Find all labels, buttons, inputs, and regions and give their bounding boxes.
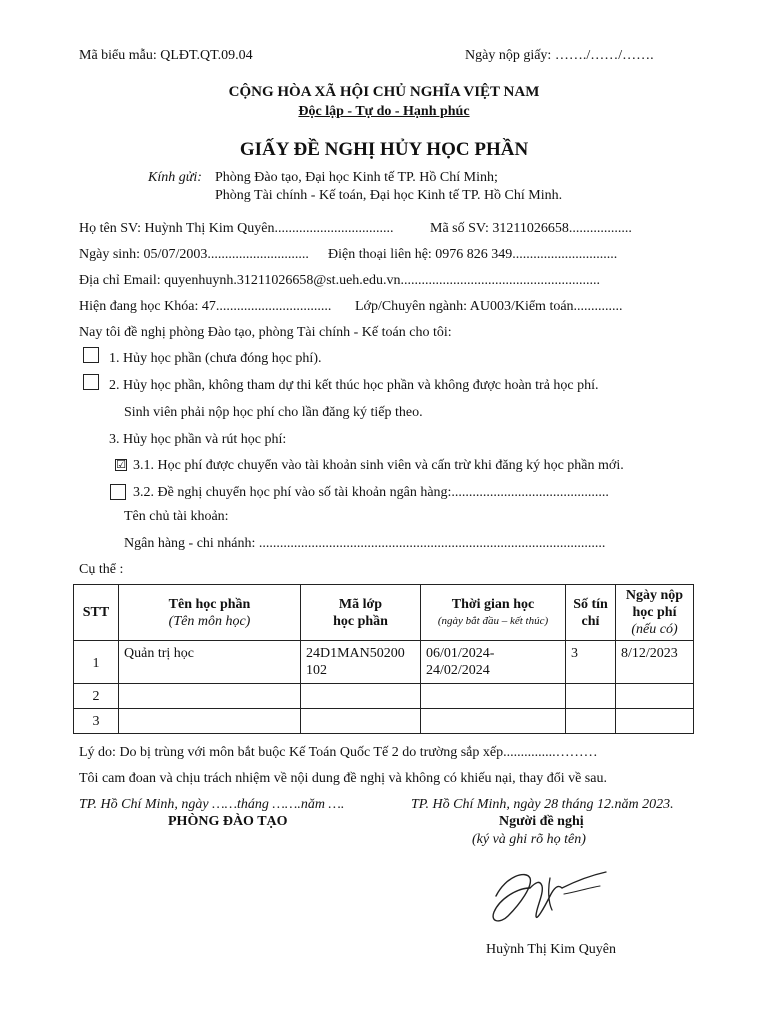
student-name: Họ tên SV: Huỳnh Thị Kim Quyên.................................. bbox=[79, 221, 394, 236]
cell-paid-date: 8/12/2023 bbox=[616, 641, 694, 684]
signer-name: Huỳnh Thị Kim Quyên bbox=[486, 942, 617, 957]
header-course: Tên học phần (Tên môn học) bbox=[119, 585, 301, 641]
reason: Lý do: Do bị trùng với môn bắt buộc Kế Toán Quốc Tế 2 do trường sắp xếp...............……… bbox=[79, 745, 598, 760]
option-2-checkbox[interactable] bbox=[83, 374, 99, 390]
request-statement: Nay tôi đề nghị phòng Đào tạo, phòng Tài chính - Kế toán cho tôi: bbox=[79, 325, 452, 340]
to-label: Kính gửi: bbox=[148, 170, 202, 185]
option-1-checkbox[interactable] bbox=[83, 347, 99, 363]
recipient-line-2: Phòng Tài chính - Kế toán, Đại học Kinh tế TP. Hồ Chí Minh. bbox=[215, 188, 563, 203]
cell-time: 06/01/2024- 24/02/2024 bbox=[421, 641, 566, 684]
details-label: Cụ thể : bbox=[79, 562, 124, 577]
header-time: Thời gian học (ngày bắt đầu – kết thúc) bbox=[421, 585, 566, 641]
table-row bbox=[74, 641, 694, 684]
cell-credits bbox=[566, 684, 616, 709]
cell-credits: 3 bbox=[566, 641, 616, 684]
cell-time bbox=[421, 684, 566, 709]
submit-date: Ngày nộp giấy: ……./……/……. bbox=[465, 48, 654, 63]
motto-wrapper bbox=[0, 103, 768, 121]
cell-class-code: 24D1MAN50200 102 bbox=[301, 641, 421, 684]
table-header-row bbox=[74, 585, 694, 641]
motto: Độc lập - Tự do - Hạnh phúc bbox=[298, 104, 470, 119]
cell-stt: 1 bbox=[74, 641, 119, 684]
document-title: GIẤY ĐỀ NGHỊ HỦY HỌC PHẦN bbox=[239, 139, 529, 160]
account-holder-label: Tên chủ tài khoản: bbox=[124, 509, 229, 524]
right-place-date: TP. Hồ Chí Minh, ngày 28 tháng 12.năm 2023. bbox=[411, 797, 674, 812]
applicant-title: Người đề nghị bbox=[499, 814, 584, 829]
form-code: Mã biểu mẫu: QLĐT.QT.09.04 bbox=[79, 48, 253, 63]
commitment: Tôi cam đoan và chịu trách nhiệm về nội dung đề nghị và không có khiếu nại, thay đổi về sau. bbox=[79, 771, 607, 786]
option-2-note: Sinh viên phải nộp học phí cho lần đăng ký tiếp theo. bbox=[124, 405, 423, 420]
header-credits: Số tín chỉ bbox=[566, 585, 616, 641]
cell-course: Quản trị học bbox=[119, 641, 301, 684]
left-place-date: TP. Hồ Chí Minh, ngày ……tháng …….năm …. bbox=[79, 797, 345, 812]
cell-class-code bbox=[301, 684, 421, 709]
header-stt: STT bbox=[74, 585, 119, 641]
option-3-1-checkbox[interactable]: ☑ bbox=[116, 458, 126, 471]
option-1-label: 1. Hủy học phần (chưa đóng học phí). bbox=[109, 351, 322, 366]
bank-branch-label: Ngân hàng - chi nhánh: ................................................................................................... bbox=[124, 536, 606, 551]
cell-course bbox=[119, 684, 301, 709]
option-3-2-checkbox[interactable] bbox=[110, 484, 126, 500]
cell-stt: 3 bbox=[74, 709, 119, 734]
cell-credits bbox=[566, 709, 616, 734]
cell-stt: 2 bbox=[74, 684, 119, 709]
option-2-label: 2. Hủy học phần, không tham dự thi kết thúc học phần và không được hoàn trả học phí. bbox=[109, 378, 599, 393]
table-row bbox=[74, 684, 694, 709]
date-of-birth: Ngày sinh: 05/07/2003............................. bbox=[79, 247, 309, 262]
cell-paid-date bbox=[616, 709, 694, 734]
sign-note: (ký và ghi rõ họ tên) bbox=[472, 832, 586, 847]
option-3-2-label: 3.2. Đề nghị chuyển học phí vào số tài khoản ngân hàng:............................................. bbox=[133, 485, 609, 500]
option-3-1-label: 3.1. Học phí được chuyển vào tài khoản sinh viên và cấn trừ khi đăng ký học phần mới. bbox=[133, 458, 624, 473]
class-major: Lớp/Chuyên ngành: AU003/Kiểm toán.............. bbox=[355, 299, 623, 314]
nation-heading: CỘNG HÒA XÃ HỘI CHỦ NGHĨA VIỆT NAM bbox=[228, 84, 540, 100]
cohort: Hiện đang học Khóa: 47................................. bbox=[79, 299, 332, 314]
course-table bbox=[73, 584, 694, 734]
cell-class-code bbox=[301, 709, 421, 734]
cell-paid-date bbox=[616, 684, 694, 709]
training-office-title: PHÒNG ĐÀO TẠO bbox=[168, 814, 288, 829]
header-class-code: Mã lớp học phần bbox=[301, 585, 421, 641]
email-address: Địa chỉ Email: quyenhuynh.31211026658@st.ueh.edu.vn......................................................... bbox=[79, 273, 600, 288]
signature-image bbox=[478, 858, 618, 928]
cell-time bbox=[421, 709, 566, 734]
recipient-line-1: Phòng Đào tạo, Đại học Kinh tế TP. Hồ Chí Minh; bbox=[215, 170, 498, 185]
student-id: Mã số SV: 31211026658.................. bbox=[430, 221, 632, 236]
phone-number: Điện thoại liên hệ: 0976 826 349.............................. bbox=[328, 247, 618, 262]
table-row bbox=[74, 709, 694, 734]
header-paid-date: Ngày nộp học phí (nếu có) bbox=[616, 585, 694, 641]
option-3-label: 3. Hủy học phần và rút học phí: bbox=[109, 432, 287, 447]
cell-course bbox=[119, 709, 301, 734]
